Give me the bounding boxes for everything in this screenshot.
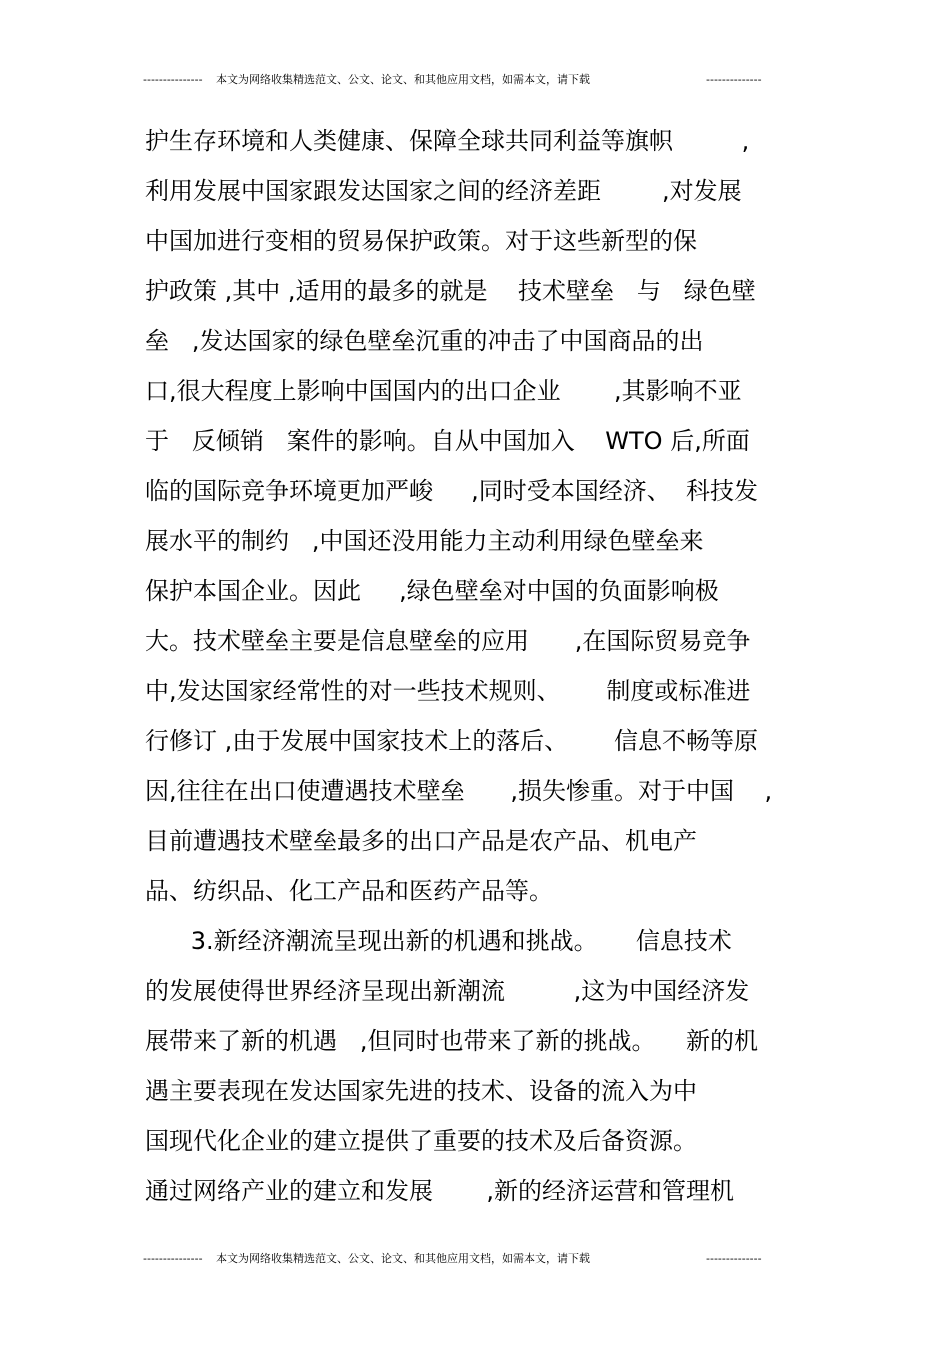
body-line: 展水平的制约 ,中国还没用能力主动利用绿色壁垒来: [145, 527, 704, 555]
body-line: 的发展使得世界经济呈现出新潮流 ,这为中国经济发: [145, 977, 750, 1005]
body-line: 因,往往在出口使遭遇技术壁垒 ,损失惨重。对于中国 ,: [145, 777, 773, 805]
body-line: 国现代化企业的建立提供了重要的技术及后备资源。: [145, 1127, 697, 1155]
body-line: 临的国际竞争环境更加严峻 ,同时受本国经济、 科技发: [145, 477, 759, 505]
body-line: 中,发达国家经常性的对一些技术规则、 制度或标准进: [145, 677, 751, 705]
body-line: 通过网络产业的建立和发展 ,新的经济运营和管理机: [145, 1177, 735, 1205]
body-line: 护生存环境和人类健康、保障全球共同利益等旗帜 ,: [145, 127, 750, 155]
body-line: 中国加进行变相的贸易保护政策。对于这些新型的保: [145, 227, 697, 255]
body-line: 保护本国企业。因此 ,绿色壁垒对中国的负面影响极: [145, 577, 719, 605]
body-line: 目前遭遇技术壁垒最多的出口产品是农产品、机电产: [145, 827, 697, 855]
body-line: 护政策 ,其中 ,适用的最多的就是 技术壁垒 与 绿色壁: [145, 277, 756, 305]
body-line: 行修订 ,由于发展中国家技术上的落后、 信息不畅等原: [145, 727, 759, 755]
footer-download-note: 本文为网络收集精选范文、公文、论文、和其他应用文档，如需本文，请下载: [216, 1252, 590, 1265]
body-line: 利用发展中国家跟发达国家之间的经济差距 ,对发展: [145, 177, 742, 205]
body-line: 3.新经济潮流呈现出新的机遇和挑战。 信息技术: [145, 927, 732, 955]
body-line: 品、纺织品、化工产品和医药产品等。: [145, 877, 553, 905]
header-dash-right: --------------: [706, 73, 762, 86]
body-line: 于 反倾销 案件的影响。自从中国加入 WTO 后,所面: [145, 427, 750, 455]
page-footer: [143, 1249, 773, 1269]
body-line: 展带来了新的机遇 ,但同时也带来了新的挑战。 新的机: [145, 1027, 759, 1055]
page-header: [143, 70, 773, 90]
footer-dash-left: ---------------: [143, 1252, 203, 1265]
header-dash-left: ---------------: [143, 73, 203, 86]
body-line: 遇主要表现在发达国家先进的技术、设备的流入为中: [145, 1077, 697, 1105]
body-line: 口,很大程度上影响中国国内的出口企业 ,其影响不亚: [145, 377, 742, 405]
body-line: 垒 ,发达国家的绿色壁垒沉重的冲击了中国商品的出: [145, 327, 704, 355]
footer-dash-right: --------------: [706, 1252, 762, 1265]
body-line: 大。技术壁垒主要是信息壁垒的应用 ,在国际贸易竞争: [145, 627, 751, 655]
header-download-note: 本文为网络收集精选范文、公文、论文、和其他应用文档，如需本文，请下载: [216, 73, 590, 86]
